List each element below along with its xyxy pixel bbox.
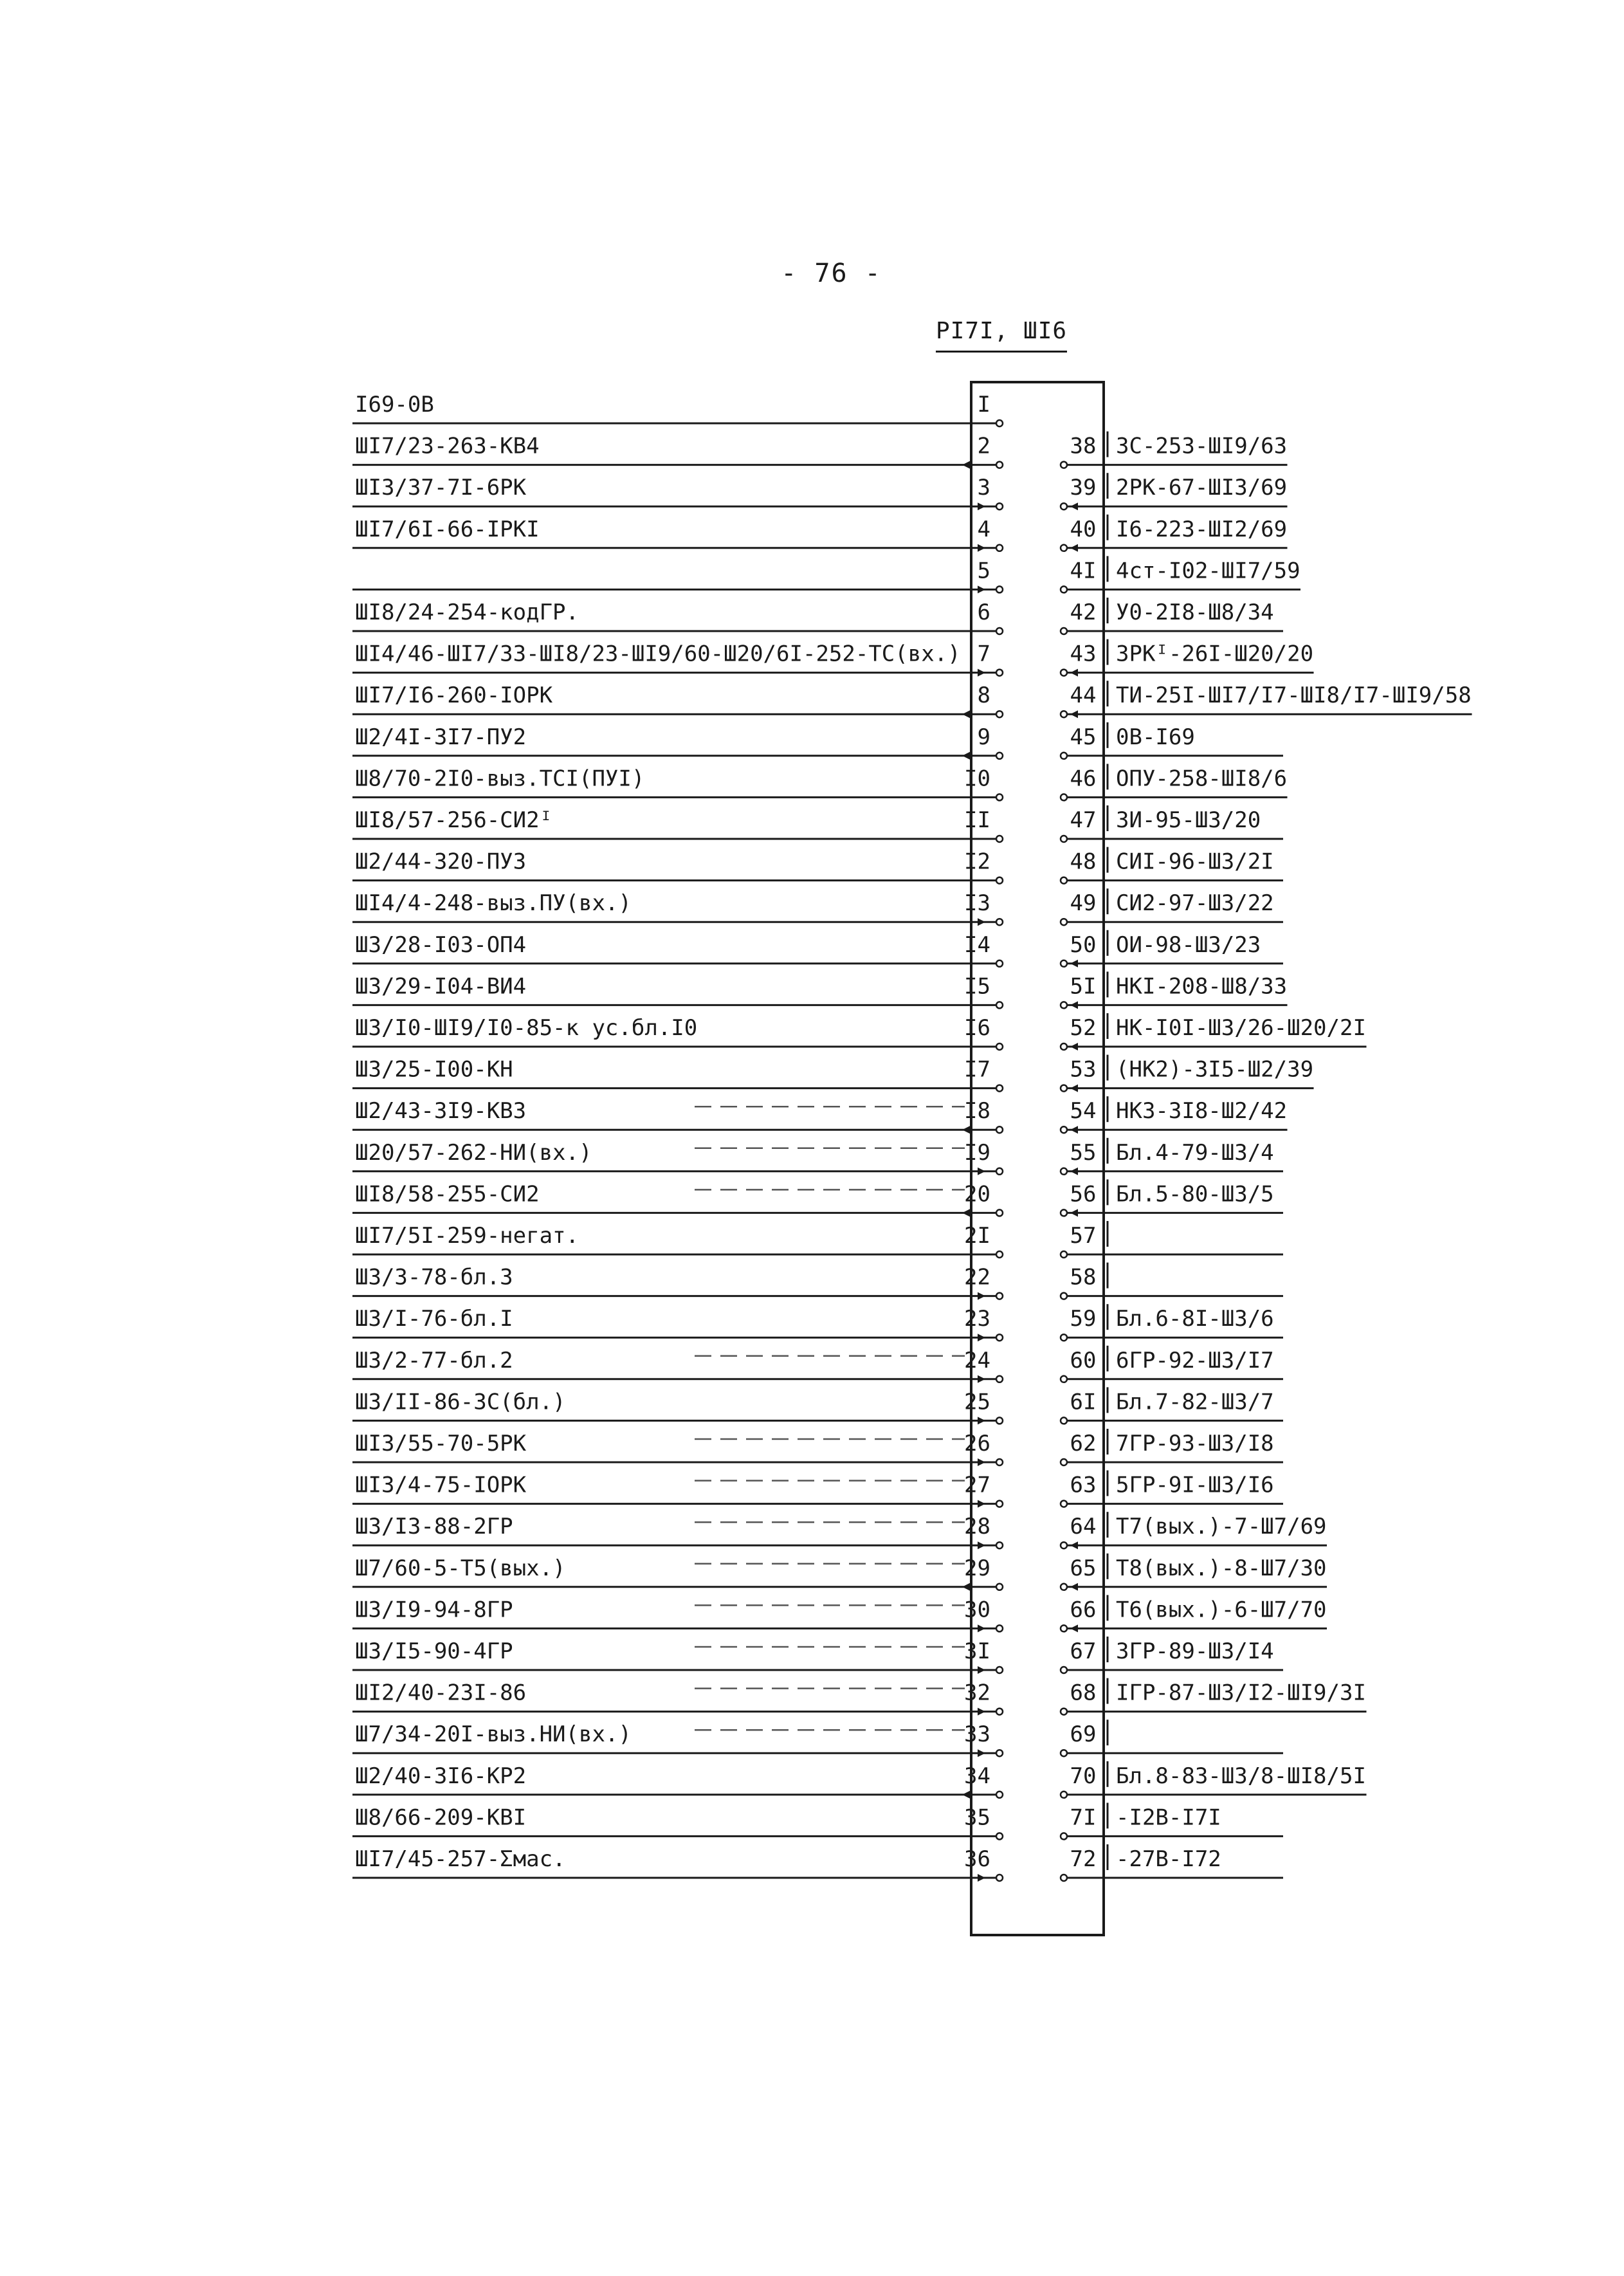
left-pin-number: 30 bbox=[964, 1597, 990, 1623]
left-pin-number: 4 bbox=[977, 516, 990, 542]
left-pin-number: 8 bbox=[977, 683, 990, 709]
left-pin-number: I5 bbox=[964, 973, 990, 1000]
left-pin-contact bbox=[996, 1459, 1003, 1465]
right-pin-number: 49 bbox=[1070, 890, 1097, 917]
right-pin-number: 6I bbox=[1070, 1389, 1097, 1415]
right-pin-number: 62 bbox=[1070, 1431, 1097, 1456]
left-signal-label: ШI7/23-263-КВ4 bbox=[355, 433, 540, 459]
left-pin-contact bbox=[996, 1376, 1003, 1382]
left-pin-number: 2 bbox=[977, 433, 990, 459]
left-signal-label: Ш2/40-3I6-КР2 bbox=[355, 1763, 527, 1789]
left-pin-number: I bbox=[977, 392, 990, 418]
right-signal-label: Бл.4-79-Ш3/4 bbox=[1116, 1139, 1274, 1166]
right-pin-contact bbox=[1061, 1417, 1067, 1424]
left-signal-label: Ш8/66-209-КВI bbox=[355, 1804, 527, 1831]
right-arrow-icon bbox=[1070, 1126, 1078, 1133]
left-pin-contact bbox=[996, 836, 1003, 842]
left-pin-contact bbox=[996, 1833, 1003, 1839]
right-signal-label: У0-2I8-Ш8/34 bbox=[1116, 600, 1274, 625]
right-signal-label: 7ГР-93-Ш3/I8 bbox=[1116, 1431, 1274, 1456]
left-pin-number: 33 bbox=[964, 1721, 990, 1748]
right-signal-label: 5ГР-9I-Ш3/I6 bbox=[1116, 1472, 1274, 1498]
right-signal-label: НК-I0I-Ш3/26-Ш20/2I bbox=[1116, 1015, 1366, 1041]
left-pin-number: 23 bbox=[964, 1306, 990, 1332]
right-signal-label: 3РКᴵ-26I-Ш20/20 bbox=[1116, 641, 1314, 667]
left-pin-contact bbox=[996, 1667, 1003, 1673]
left-signal-label: Ш3/I0-ШI9/I0-85-к ус.бл.I0 bbox=[355, 1015, 698, 1041]
right-pin-contact bbox=[1061, 1584, 1067, 1590]
right-signal-label: СИI-96-Ш3/2I bbox=[1116, 849, 1274, 875]
left-arrow-icon bbox=[962, 752, 970, 760]
left-pin-number: I2 bbox=[964, 849, 990, 875]
right-pin-contact bbox=[1061, 1293, 1067, 1299]
left-pin-contact bbox=[996, 1875, 1003, 1881]
right-pin-number: 46 bbox=[1070, 766, 1097, 792]
right-arrow-icon bbox=[1070, 1583, 1078, 1591]
left-signal-label: Ш3/I9-94-8ГР bbox=[355, 1597, 513, 1623]
right-pin-contact bbox=[1061, 1002, 1067, 1008]
right-pin-number: 70 bbox=[1070, 1763, 1097, 1789]
left-signal-label: Ш3/2-77-бл.2 bbox=[355, 1347, 513, 1373]
left-pin-number: 27 bbox=[964, 1472, 990, 1498]
left-arrow-icon bbox=[978, 502, 985, 510]
right-arrow-icon bbox=[1070, 669, 1078, 677]
left-pin-contact bbox=[996, 1043, 1003, 1050]
right-pin-contact bbox=[1061, 1501, 1067, 1507]
right-pin-number: 43 bbox=[1070, 641, 1097, 667]
right-signal-label: 4ст-I02-ШI7/59 bbox=[1116, 558, 1300, 584]
right-signal-label: 0В-I69 bbox=[1116, 724, 1195, 750]
left-pin-contact bbox=[996, 1126, 1003, 1133]
right-signal-label: -27В-I72 bbox=[1116, 1846, 1221, 1872]
right-signal-label: Бл.7-82-Ш3/7 bbox=[1116, 1389, 1274, 1415]
connector-title: PI7I, ШI6 bbox=[936, 318, 1067, 353]
right-pin-contact bbox=[1061, 919, 1067, 925]
left-signal-label: ШI8/24-254-кодГР. bbox=[355, 600, 579, 625]
left-signal-label: Ш2/43-3I9-КВ3 bbox=[355, 1098, 527, 1124]
left-pin-number: 26 bbox=[964, 1431, 990, 1456]
right-signal-label: Бл.5-80-Ш3/5 bbox=[1116, 1181, 1274, 1207]
left-signal-label: Ш20/57-262-НИ(вх.) bbox=[355, 1139, 592, 1166]
right-pin-number: 65 bbox=[1070, 1555, 1097, 1581]
right-pin-contact bbox=[1061, 1792, 1067, 1798]
right-signal-label: Бл.8-83-Ш3/8-ШI8/5I bbox=[1116, 1763, 1366, 1789]
right-pin-contact bbox=[1061, 1085, 1067, 1092]
left-pin-contact bbox=[996, 753, 1003, 759]
left-pin-number: 3I bbox=[964, 1638, 990, 1664]
right-pin-contact bbox=[1061, 1750, 1067, 1756]
left-signal-label: ШI7/5I-259-негат. bbox=[355, 1223, 579, 1249]
left-arrow-icon bbox=[978, 1541, 985, 1549]
left-signal-label: ШI4/4-248-выз.ПУ(вх.) bbox=[355, 890, 632, 917]
left-pin-contact bbox=[996, 1792, 1003, 1798]
right-pin-contact bbox=[1061, 503, 1067, 509]
right-pin-number: 4I bbox=[1070, 558, 1097, 584]
left-pin-contact bbox=[996, 1625, 1003, 1631]
left-pin-number: I7 bbox=[964, 1056, 990, 1083]
right-pin-number: 54 bbox=[1070, 1098, 1097, 1124]
right-pin-contact bbox=[1061, 1209, 1067, 1216]
left-arrow-icon bbox=[978, 1292, 985, 1300]
left-signal-label: I69-0B bbox=[355, 392, 434, 418]
right-pin-number: 56 bbox=[1070, 1181, 1097, 1207]
right-pin-number: 40 bbox=[1070, 516, 1097, 542]
left-pin-contact bbox=[996, 1584, 1003, 1590]
left-pin-number: I9 bbox=[964, 1139, 990, 1166]
left-arrow-icon bbox=[978, 1666, 985, 1674]
right-pin-contact bbox=[1061, 836, 1067, 842]
left-arrow-icon bbox=[962, 1583, 970, 1591]
right-signal-label: -I2В-I7I bbox=[1116, 1804, 1221, 1831]
right-signal-label: Бл.6-8I-Ш3/6 bbox=[1116, 1306, 1274, 1332]
left-pin-contact bbox=[996, 1251, 1003, 1258]
left-pin-contact bbox=[996, 711, 1003, 717]
left-arrow-icon bbox=[978, 918, 985, 926]
left-signal-label: Ш3/I5-90-4ГР bbox=[355, 1638, 513, 1664]
left-arrow-icon bbox=[978, 585, 985, 593]
left-signal-label: ШI3/55-70-5РК bbox=[355, 1431, 527, 1456]
right-pin-contact bbox=[1061, 1334, 1067, 1341]
left-pin-number: 9 bbox=[977, 724, 990, 750]
left-pin-contact bbox=[996, 1293, 1003, 1299]
right-pin-number: 7I bbox=[1070, 1804, 1097, 1831]
left-arrow-icon bbox=[978, 1375, 985, 1383]
page-number: - 76 - bbox=[781, 259, 882, 288]
right-arrow-icon bbox=[1070, 1001, 1078, 1009]
left-pin-contact bbox=[996, 877, 1003, 884]
right-pin-number: 53 bbox=[1070, 1056, 1097, 1083]
right-pin-contact bbox=[1061, 1875, 1067, 1881]
left-signal-label: Ш7/34-20I-выз.НИ(вх.) bbox=[355, 1721, 632, 1748]
left-pin-contact bbox=[996, 420, 1003, 427]
right-pin-contact bbox=[1061, 1043, 1067, 1050]
right-pin-number: 38 bbox=[1070, 433, 1097, 459]
left-signal-label: ШI7/45-257-Σмас. bbox=[355, 1846, 566, 1872]
left-pin-contact bbox=[996, 1501, 1003, 1507]
right-pin-contact bbox=[1061, 1625, 1067, 1631]
right-pin-number: 5I bbox=[1070, 973, 1097, 1000]
left-signal-label: ШI3/4-75-IОРК bbox=[355, 1472, 527, 1498]
left-pin-number: II bbox=[964, 807, 990, 833]
right-pin-contact bbox=[1061, 1251, 1067, 1258]
left-arrow-icon bbox=[962, 461, 970, 469]
right-arrow-icon bbox=[1070, 1624, 1078, 1632]
left-pin-contact bbox=[996, 960, 1003, 967]
left-pin-number: 32 bbox=[964, 1680, 990, 1706]
left-signal-label: ШI8/57-256-СИ2ᴵ bbox=[355, 807, 553, 833]
left-signal-label: ШI8/58-255-СИ2 bbox=[355, 1181, 540, 1207]
right-pin-contact bbox=[1061, 586, 1067, 592]
right-pin-contact bbox=[1061, 711, 1067, 717]
left-signal-label: ШI3/37-7I-6РК bbox=[355, 475, 527, 501]
left-pin-number: 34 bbox=[964, 1763, 990, 1789]
left-pin-contact bbox=[996, 1085, 1003, 1092]
left-arrow-icon bbox=[962, 1209, 970, 1216]
left-arrow-icon bbox=[978, 1624, 985, 1632]
right-signal-label: I6-223-ШI2/69 bbox=[1116, 516, 1288, 542]
left-pin-number: 35 bbox=[964, 1804, 990, 1831]
right-pin-contact bbox=[1061, 670, 1067, 676]
right-pin-number: 64 bbox=[1070, 1514, 1097, 1540]
right-arrow-icon bbox=[1070, 502, 1078, 510]
left-pin-contact bbox=[996, 1417, 1003, 1424]
left-pin-number: 24 bbox=[964, 1347, 990, 1373]
right-arrow-icon bbox=[1070, 710, 1078, 718]
left-arrow-icon bbox=[978, 1749, 985, 1757]
right-pin-number: 67 bbox=[1070, 1638, 1097, 1664]
right-pin-number: 59 bbox=[1070, 1306, 1097, 1332]
left-signal-label: Ш3/25-I00-КН bbox=[355, 1056, 513, 1083]
left-pin-number: 20 bbox=[964, 1181, 990, 1207]
right-pin-contact bbox=[1061, 1459, 1067, 1465]
left-pin-contact bbox=[996, 1002, 1003, 1008]
right-arrow-icon bbox=[1070, 544, 1078, 552]
right-signal-label: ОИ-98-Ш3/23 bbox=[1116, 932, 1261, 958]
left-pin-contact bbox=[996, 919, 1003, 925]
left-pin-number: I8 bbox=[964, 1098, 990, 1124]
right-arrow-icon bbox=[1070, 1209, 1078, 1216]
left-pin-contact bbox=[996, 794, 1003, 800]
right-signal-label: ОПУ-258-ШI8/6 bbox=[1116, 766, 1288, 792]
left-arrow-icon bbox=[978, 669, 985, 677]
left-pin-number: 28 bbox=[964, 1514, 990, 1540]
left-signal-label: ШI2/40-23I-86 bbox=[355, 1680, 527, 1706]
left-pin-contact bbox=[996, 1709, 1003, 1715]
right-pin-number: 55 bbox=[1070, 1139, 1097, 1166]
right-pin-number: 44 bbox=[1070, 683, 1097, 709]
right-signal-label: Т7(вых.)-7-Ш7/69 bbox=[1116, 1514, 1327, 1540]
left-pin-number: 3 bbox=[977, 475, 990, 501]
right-pin-number: 68 bbox=[1070, 1680, 1097, 1706]
right-signal-label: IГР-87-Ш3/I2-ШI9/3I bbox=[1116, 1680, 1366, 1706]
left-signal-label: Ш3/28-I03-ОП4 bbox=[355, 932, 527, 958]
right-signal-label: 6ГР-92-Ш3/I7 bbox=[1116, 1347, 1274, 1373]
right-pin-contact bbox=[1061, 1542, 1067, 1548]
left-arrow-icon bbox=[962, 1791, 970, 1799]
left-signal-label: Ш2/4I-3I7-ПУ2 bbox=[355, 724, 527, 750]
right-pin-number: 72 bbox=[1070, 1846, 1097, 1872]
left-pin-number: 25 bbox=[964, 1389, 990, 1415]
left-signal-label: Ш8/70-2I0-выз.ТСI(ПУI) bbox=[355, 766, 645, 792]
right-signal-label: (НК2)-3I5-Ш2/39 bbox=[1116, 1056, 1314, 1083]
left-pin-number: 22 bbox=[964, 1264, 990, 1290]
left-pin-contact bbox=[996, 586, 1003, 592]
right-arrow-icon bbox=[1070, 1085, 1078, 1092]
left-arrow-icon bbox=[978, 1334, 985, 1341]
right-pin-number: 60 bbox=[1070, 1347, 1097, 1373]
left-pin-contact bbox=[996, 1168, 1003, 1175]
left-pin-contact bbox=[996, 628, 1003, 634]
right-pin-number: 42 bbox=[1070, 600, 1097, 625]
left-arrow-icon bbox=[978, 1458, 985, 1466]
right-pin-contact bbox=[1061, 1667, 1067, 1673]
left-arrow-icon bbox=[978, 544, 985, 552]
right-arrow-icon bbox=[1070, 1043, 1078, 1051]
left-signal-label: Ш3/II-86-3С(бл.) bbox=[355, 1389, 566, 1415]
left-pin-number: 5 bbox=[977, 558, 990, 584]
right-pin-number: 66 bbox=[1070, 1597, 1097, 1623]
right-signal-label: Т8(вых.)-8-Ш7/30 bbox=[1116, 1555, 1327, 1581]
right-pin-number: 48 bbox=[1070, 849, 1097, 875]
left-arrow-icon bbox=[978, 1500, 985, 1508]
right-pin-number: 39 bbox=[1070, 475, 1097, 501]
left-pin-number: 36 bbox=[964, 1846, 990, 1872]
right-pin-contact bbox=[1061, 628, 1067, 634]
left-arrow-icon bbox=[962, 710, 970, 718]
right-arrow-icon bbox=[1070, 960, 1078, 968]
left-arrow-icon bbox=[978, 1168, 985, 1175]
right-pin-number: 63 bbox=[1070, 1472, 1097, 1498]
right-pin-number: 52 bbox=[1070, 1015, 1097, 1041]
left-pin-number: I3 bbox=[964, 890, 990, 917]
left-pin-number: 6 bbox=[977, 600, 990, 625]
right-pin-contact bbox=[1061, 1168, 1067, 1175]
right-pin-number: 45 bbox=[1070, 724, 1097, 750]
right-pin-contact bbox=[1061, 1126, 1067, 1133]
left-pin-number: 29 bbox=[964, 1555, 990, 1581]
right-signal-label: Т6(вых.)-6-Ш7/70 bbox=[1116, 1597, 1327, 1623]
left-pin-contact bbox=[996, 1542, 1003, 1548]
left-pin-contact bbox=[996, 1750, 1003, 1756]
right-arrow-icon bbox=[1070, 1168, 1078, 1175]
left-pin-number: I4 bbox=[964, 932, 990, 958]
right-pin-contact bbox=[1061, 1709, 1067, 1715]
left-pin-contact bbox=[996, 1334, 1003, 1341]
left-pin-contact bbox=[996, 1209, 1003, 1216]
left-signal-label: Ш3/I-76-бл.I bbox=[355, 1306, 513, 1332]
left-pin-number: I0 bbox=[964, 766, 990, 792]
left-signal-label: Ш2/44-320-ПУ3 bbox=[355, 849, 527, 875]
left-signal-label: ШI7/I6-260-IОРК bbox=[355, 683, 553, 709]
left-signal-label: Ш3/I3-88-2ГР bbox=[355, 1514, 513, 1540]
left-pin-number: 7 bbox=[977, 641, 990, 667]
right-pin-contact bbox=[1061, 794, 1067, 800]
left-pin-number: I6 bbox=[964, 1015, 990, 1041]
left-pin-number: 2I bbox=[964, 1223, 990, 1249]
right-arrow-icon bbox=[1070, 1541, 1078, 1549]
right-pin-contact bbox=[1061, 545, 1067, 551]
right-signal-label: 3ГР-89-Ш3/I4 bbox=[1116, 1638, 1274, 1664]
right-pin-number: 57 bbox=[1070, 1223, 1097, 1249]
right-signal-label: ТИ-25I-ШI7/I7-ШI8/I7-ШI9/58 bbox=[1116, 683, 1472, 709]
left-signal-label: Ш7/60-5-Т5(вых.) bbox=[355, 1555, 566, 1581]
right-signal-label: 2РК-67-ШI3/69 bbox=[1116, 475, 1288, 501]
right-pin-contact bbox=[1061, 753, 1067, 759]
left-arrow-icon bbox=[962, 1126, 970, 1133]
right-signal-label: 3И-95-Ш3/20 bbox=[1116, 807, 1261, 833]
left-signal-label: Ш3/3-78-бл.3 bbox=[355, 1264, 513, 1290]
left-pin-contact bbox=[996, 503, 1003, 509]
right-pin-contact bbox=[1061, 462, 1067, 468]
left-pin-contact bbox=[996, 545, 1003, 551]
left-arrow-icon bbox=[978, 1874, 985, 1882]
right-signal-label: НКI-208-Ш8/33 bbox=[1116, 973, 1288, 1000]
right-pin-contact bbox=[1061, 1833, 1067, 1839]
right-signal-label: СИ2-97-Ш3/22 bbox=[1116, 890, 1274, 917]
right-pin-number: 69 bbox=[1070, 1721, 1097, 1748]
left-arrow-icon bbox=[978, 1708, 985, 1716]
right-pin-contact bbox=[1061, 877, 1067, 884]
left-pin-contact bbox=[996, 670, 1003, 676]
left-signal-label: Ш3/29-I04-ВИ4 bbox=[355, 973, 527, 1000]
right-pin-number: 58 bbox=[1070, 1264, 1097, 1290]
left-signal-label: ШI4/46-ШI7/33-ШI8/23-ШI9/60-Ш20/6I-252-ТС(вх.) bbox=[355, 641, 961, 667]
left-signal-label: ШI7/6I-66-IРКI bbox=[355, 516, 540, 542]
right-pin-number: 47 bbox=[1070, 807, 1097, 833]
right-signal-label: 3С-253-ШI9/63 bbox=[1116, 433, 1288, 459]
right-pin-contact bbox=[1061, 1376, 1067, 1382]
right-pin-number: 50 bbox=[1070, 932, 1097, 958]
left-arrow-icon bbox=[978, 1417, 985, 1424]
right-pin-contact bbox=[1061, 960, 1067, 967]
left-pin-contact bbox=[996, 462, 1003, 468]
right-signal-label: НК3-3I8-Ш2/42 bbox=[1116, 1098, 1288, 1124]
